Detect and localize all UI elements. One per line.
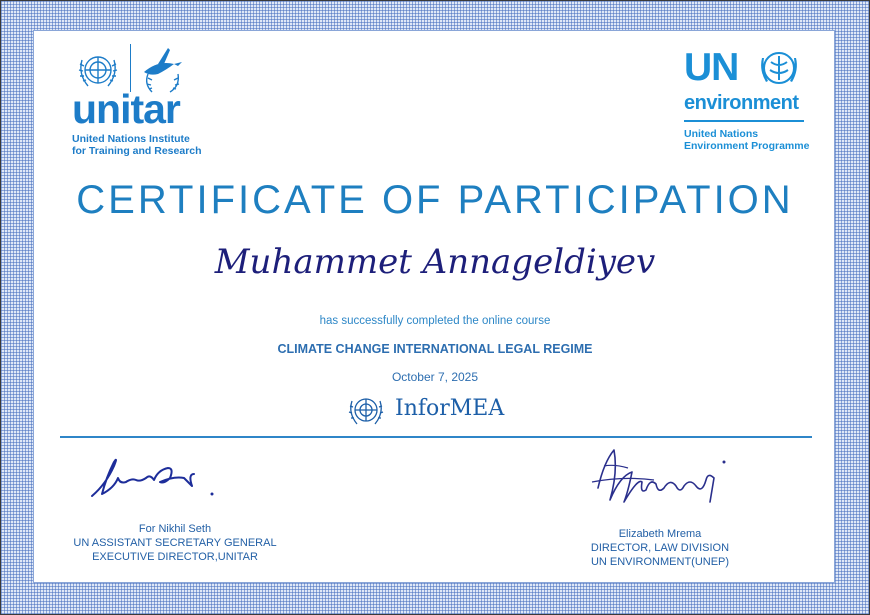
signature-left — [84, 448, 224, 506]
un-emblem-icon — [344, 392, 388, 430]
signatory-right-title1: DIRECTOR, LAW DIVISION — [590, 542, 730, 554]
signatory-right — [560, 527, 760, 569]
unitar-wordmark: unitar — [72, 86, 180, 132]
recipient-name: Muhammet Annageldiyev — [214, 242, 656, 282]
signatory-left-title1: UN ASSISTANT SECRETARY GENERAL — [73, 537, 277, 549]
certificate-title: CERTIFICATE OF PARTICIPATION — [76, 178, 794, 222]
unitar-subtitle — [72, 133, 202, 157]
signatory-left-name: For Nikhil Seth — [138, 523, 212, 535]
signature-divider — [60, 436, 812, 438]
un-environment-rule — [684, 120, 804, 122]
signatory-left-title2: EXECUTIVE DIRECTOR,UNITAR — [92, 551, 258, 563]
unitar-subtitle-line2: for Training and Research — [72, 145, 202, 157]
unep-emblem-icon — [756, 48, 802, 90]
signature-right — [584, 442, 744, 516]
signatory-left — [60, 522, 290, 564]
un-environment-un: UN — [684, 46, 739, 89]
unitar-subtitle-line1: United Nations Institute — [72, 133, 190, 145]
un-environment-subtitle — [684, 128, 809, 152]
un-environment-word: environment — [684, 92, 799, 114]
unenv-subtitle-line2: Environment Programme — [684, 140, 810, 152]
certificate-date: October 7, 2025 — [391, 370, 479, 384]
course-name: CLIMATE CHANGE INTERNATIONAL LEGAL REGIME — [277, 342, 593, 356]
completion-text: has successfully completed the online course — [319, 315, 551, 327]
signatory-right-name: Elizabeth Mrema — [618, 528, 702, 540]
logo-separator — [130, 44, 131, 92]
informea-name: InforMEA — [395, 396, 505, 421]
signatory-right-title2: UN ENVIRONMENT(UNEP) — [590, 556, 730, 568]
unenv-subtitle-line1: United Nations — [684, 128, 759, 140]
